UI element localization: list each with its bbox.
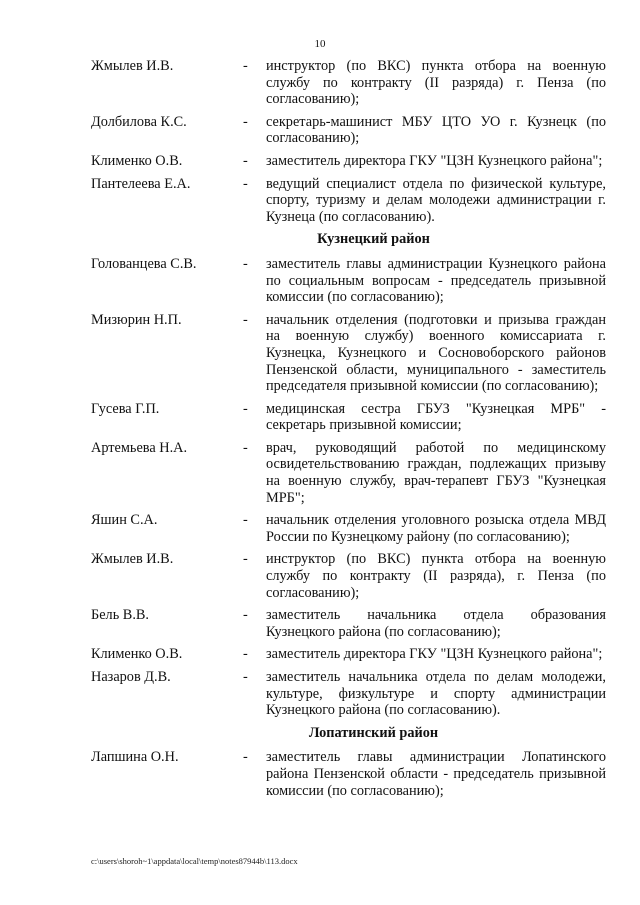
dash: - bbox=[243, 439, 248, 456]
member-name: Бель В.В. bbox=[91, 607, 150, 624]
member-name: Клименко О.В. bbox=[91, 646, 183, 663]
dash: - bbox=[243, 255, 248, 272]
member-role: начальник отделения уголовного розыска отдела МВД России по Кузнецкому району (по согласованию); bbox=[266, 512, 606, 545]
member-role: врач, руководящий работой по медицинскому освидетельствованию граждан, подлежащих призыву на военную службу, врач-терапевт ГБУЗ "Кузнецкая МРБ"; bbox=[266, 439, 606, 506]
member-name: Артемьева Н.А. bbox=[91, 439, 188, 456]
member-role: заместитель директора ГКУ "ЦЗН Кузнецкого района"; bbox=[266, 646, 603, 663]
list-item bbox=[91, 646, 606, 663]
dash: - bbox=[243, 175, 248, 192]
dash: - bbox=[243, 311, 248, 328]
member-name: Жмылев И.В. bbox=[91, 58, 174, 74]
member-name: Голованцева С.В. bbox=[91, 255, 197, 272]
document-body bbox=[91, 58, 606, 805]
member-name: Долбилова К.С. bbox=[91, 113, 187, 130]
member-role: заместитель начальника отдела образования Кузнецкого района (по согласованию); bbox=[266, 607, 606, 640]
list-item bbox=[91, 176, 606, 226]
member-role: заместитель директора ГКУ "ЦЗН Кузнецкого района"; bbox=[266, 152, 603, 169]
member-role: заместитель главы администрации Кузнецкого района по социальным вопросам - председатель призывной комиссии (по согласованию); bbox=[266, 255, 606, 306]
dash: - bbox=[243, 749, 248, 766]
section-heading: Лопатинский район bbox=[308, 724, 439, 741]
list-item bbox=[91, 669, 606, 719]
dash: - bbox=[243, 646, 248, 663]
member-role: заместитель главы администрации Лопатинского района Пензенской области - председатель призывной комиссии (по согласованию); bbox=[266, 749, 606, 799]
list-item bbox=[91, 312, 606, 395]
dash: - bbox=[243, 400, 248, 417]
list-item bbox=[91, 256, 606, 306]
member-name: Гусева Г.П. bbox=[91, 400, 160, 417]
list-item bbox=[91, 440, 606, 506]
member-role: инструктор (по ВКС) пункта отбора на военную службу по контракту (II разряда) г. Пенза (по согласованию); bbox=[266, 58, 606, 108]
list-item bbox=[91, 58, 606, 108]
dash: - bbox=[243, 58, 248, 74]
member-name: Лапшина О.Н. bbox=[91, 749, 179, 766]
list-item bbox=[91, 401, 606, 434]
member-name: Назаров Д.В. bbox=[91, 669, 171, 685]
dash: - bbox=[243, 113, 248, 130]
member-name: Мизюрин Н.П. bbox=[91, 311, 182, 328]
file-path-footer: c:\users\shoroh~1\appdata\local\temp\notes87944b\113.docx bbox=[91, 856, 298, 866]
member-role: секретарь-машинист МБУ ЦТО УО г. Кузнецк (по согласованию); bbox=[266, 113, 606, 147]
list-item bbox=[91, 114, 606, 147]
member-role: ведущий специалист отдела по физической культуре, спорту, туризму и делам молодежи администрации г. Кузнеца (по согласованию). bbox=[266, 175, 606, 225]
section-heading: Кузнецкий район bbox=[317, 231, 430, 248]
member-name: Жмылев И.В. bbox=[91, 551, 174, 568]
dash: - bbox=[243, 152, 248, 169]
member-name: Пантелеева Е.А. bbox=[91, 175, 191, 192]
member-role: инструктор (по ВКС) пункта отбора на военную службу по контракту (II разряда), г. Пенза (по согласованию); bbox=[266, 551, 606, 601]
member-name: Клименко О.В. bbox=[91, 152, 183, 169]
list-item bbox=[91, 512, 606, 545]
dash: - bbox=[243, 669, 248, 685]
page-number: 10 bbox=[314, 38, 326, 50]
member-role: медицинская сестра ГБУЗ "Кузнецкая МРБ" - секретарь призывной комиссии; bbox=[266, 400, 606, 434]
member-name: Яшин С.А. bbox=[91, 512, 158, 529]
dash: - bbox=[243, 512, 248, 529]
list-item bbox=[91, 153, 606, 170]
list-item bbox=[91, 551, 606, 601]
list-item bbox=[91, 749, 606, 799]
dash: - bbox=[243, 551, 248, 568]
list-item bbox=[91, 607, 606, 640]
dash: - bbox=[243, 607, 248, 624]
member-role: заместитель начальника отдела по делам молодежи, культуре, физкультуре и спорту администрации Кузнецкого района (по согласованию). bbox=[266, 669, 606, 719]
member-role: начальник отделения (подготовки и призыва граждан на военную службу) военного комиссариата г. Кузнецка, Кузнецкого и Сосновоборского районов Пензенской области, муниципального - заместитель председателя призывной комиссии (по согласованию); bbox=[266, 311, 606, 395]
